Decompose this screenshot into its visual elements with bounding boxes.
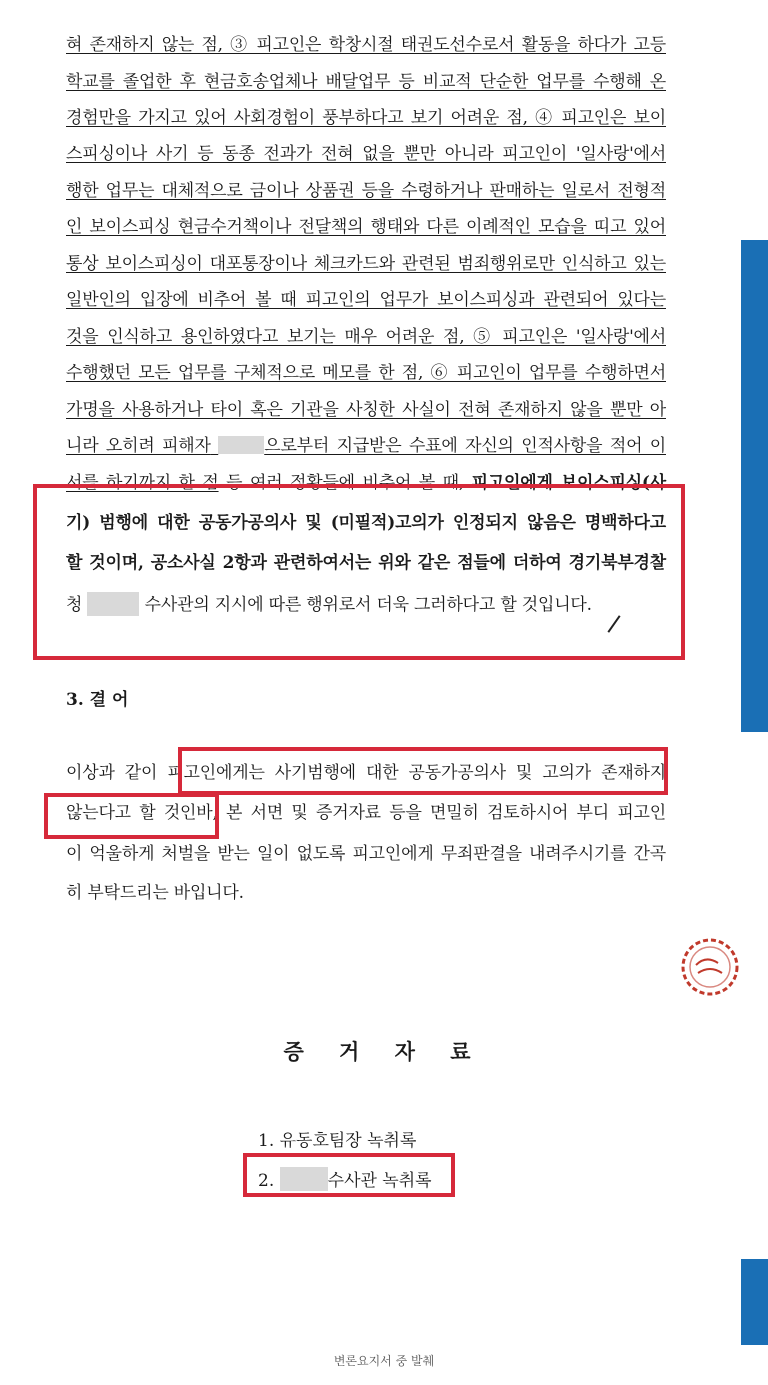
conclusion-line-4: 히 부탁드리는 바입니다.	[66, 883, 244, 903]
image-caption: 변론요지서 중 발췌	[333, 1354, 435, 1368]
evidence-item-1: 1. 유동호팀장 녹취록	[258, 1131, 417, 1151]
body-line-14: 기) 범행에 대한 공동가공의사 및 (미필적)고의가 인정되지 않음은 명백하다고	[66, 513, 666, 533]
body-line-8: 일반인의 입장에 비추어 볼 때 피고인의 업무가 보이스피싱과 관련되어 있다는	[66, 290, 666, 310]
body-line-16-part-b: 수사관의 지시에 따른 행위로서 더욱 그러하다고 할 것입니다.	[144, 595, 592, 615]
body-line-13-part-b: 등 여러 정황들에 비추어 볼 때,	[218, 473, 472, 493]
conclusion-line-1: 이상과 같이 피고인에게는 사기범행에 대한 공동가공의사 및 고의가 존재하지	[66, 763, 666, 783]
body-line-7: 통상 보이스피싱이 대포통장이나 체크카드와 관련된 범죄행위로만 인식하고 있는	[66, 254, 666, 274]
body-line-9: 것을 인식하고 용인하였다고 보기는 매우 어려운 점, ⑤ 피고인은 '일사랑'에서	[66, 327, 666, 347]
body-line-13-part-a: 서를 하기까지 한 점	[66, 473, 219, 493]
evidence-item-2-number: 2.	[258, 1171, 275, 1191]
body-line-12-part-b: 으로부터 지급받은 수표에 자신의 인적사항을 적어 이	[264, 436, 666, 456]
body-line-6: 인 보이스피싱 현금수거책이나 전달책의 행태와 다른 이례적인 모습을 띠고 있어	[66, 217, 666, 237]
body-line-4: 스피싱이나 사기 등 동종 전과가 전혀 없을 뿐만 아니라 피고인이 '일사랑'에서	[66, 144, 666, 164]
body-line-15-text: 할 것이며, 공소사실 2항과 관련하여서는 위와 같은 점들에 더하여 경기북부경찰	[66, 553, 666, 573]
body-line-3: 경험만을 가지고 있어 사회경험이 풍부하다고 보기 어려운 점, ④ 피고인은 보이	[66, 108, 666, 128]
redaction-box	[218, 436, 264, 454]
body-line-11: 가명을 사용하거나 타이 혹은 기관을 사칭한 사실이 전혀 존재하지 않을 뿐만 아	[66, 400, 666, 420]
body-line-12	[66, 435, 666, 457]
body-line-13-part-c: 피고인에게 보이스피싱(사	[471, 473, 666, 493]
seal-stamp	[676, 935, 740, 999]
highlight-box-conclusion-1	[178, 747, 668, 795]
highlight-box-evidence	[243, 1153, 455, 1197]
conclusion-line-2: 않는다고 할 것인바, 본 서면 및 증거자료 등을 면밀히 검토하시어 부디 피고인	[66, 803, 666, 823]
section-heading: 3. 결 어	[66, 690, 129, 710]
conclusion-line-3: 이 억울하게 처벌을 받는 일이 없도록 피고인에게 무죄판결을 내려주시기를 간곡	[66, 844, 666, 864]
body-line-12-part-a: 니라 오히려 피해자	[66, 436, 211, 456]
side-bar-bottom	[741, 1259, 768, 1345]
highlight-box-conclusion-2	[44, 793, 219, 839]
body-line-2: 학교를 졸업한 후 현금호송업체나 배달업무 등 비교적 단순한 업무를 수행해 온	[66, 72, 666, 92]
body-line-16-part-a: 청	[66, 595, 83, 615]
evidence-item-2-text: 수사관 녹취록	[327, 1171, 432, 1191]
evidence-title: 증 거 자 료	[283, 1039, 485, 1064]
body-line-1: 혀 존재하지 않는 점, ③ 피고인은 학창시절 태권도선수로서 활동을 하다가 고등	[66, 35, 666, 55]
highlight-box-main	[33, 484, 685, 660]
body-line-5: 행한 업무는 대체적으로 금이나 상품권 등을 수령하거나 판매하는 일로서 전형적	[66, 181, 666, 201]
side-bar-top	[741, 240, 768, 732]
body-line-10: 수행했던 모든 업무를 구체적으로 메모를 한 점, ⑥ 피고인이 업무를 수행하면서	[66, 363, 666, 383]
